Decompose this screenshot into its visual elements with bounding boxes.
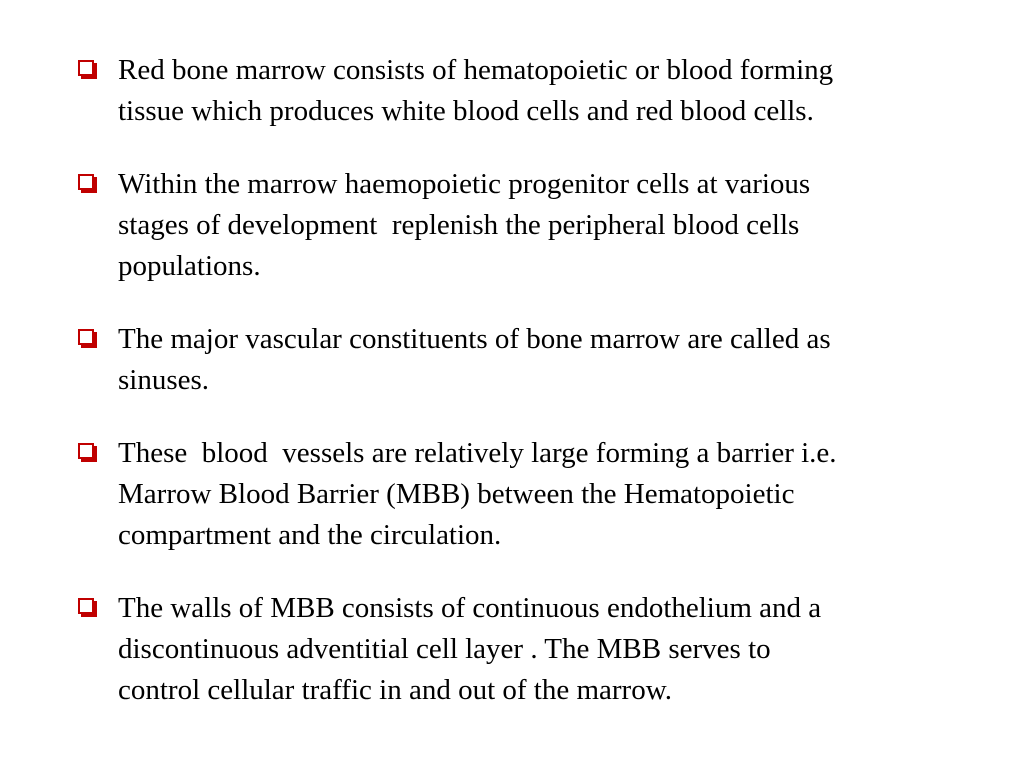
bullet-line: Within the marrow haemopoietic progenitor cells at various (118, 168, 811, 200)
bullet-line: compartment and the circulation. (118, 519, 502, 551)
bullet-item (78, 319, 978, 401)
hollow-square-bullet-icon (78, 329, 94, 345)
bullet-line: The walls of MBB consists of continuous endothelium and a (118, 592, 822, 624)
bullet-text (118, 588, 978, 711)
bullet-list (78, 50, 978, 743)
bullet-line: These blood vessels are relatively large forming a barrier i.e. (118, 437, 837, 469)
bullet-line: sinuses. (118, 364, 210, 396)
bullet-item (78, 433, 978, 556)
bullet-line: The major vascular constituents of bone marrow are called as (118, 323, 831, 355)
bullet-item (78, 588, 978, 711)
bullet-text (118, 433, 978, 556)
bullet-line: control cellular traffic in and out of the marrow. (118, 674, 673, 706)
bullet-line: populations. (118, 250, 261, 282)
hollow-square-bullet-icon (78, 60, 94, 76)
bullet-line: Marrow Blood Barrier (MBB) between the Hematopoietic (118, 478, 795, 510)
bullet-line: Red bone marrow consists of hematopoietic or blood forming (118, 54, 834, 86)
bullet-line: stages of development replenish the peripheral blood cells (118, 209, 800, 241)
hollow-square-bullet-icon (78, 443, 94, 459)
bullet-item (78, 164, 978, 287)
hollow-square-bullet-icon (78, 598, 94, 614)
bullet-item (78, 50, 978, 132)
bullet-line: tissue which produces white blood cells and red blood cells. (118, 95, 814, 127)
bullet-text (118, 319, 978, 401)
bullet-line: discontinuous adventitial cell layer . The MBB serves to (118, 633, 771, 665)
bullet-text (118, 164, 978, 287)
hollow-square-bullet-icon (78, 174, 94, 190)
bullet-text (118, 50, 978, 132)
